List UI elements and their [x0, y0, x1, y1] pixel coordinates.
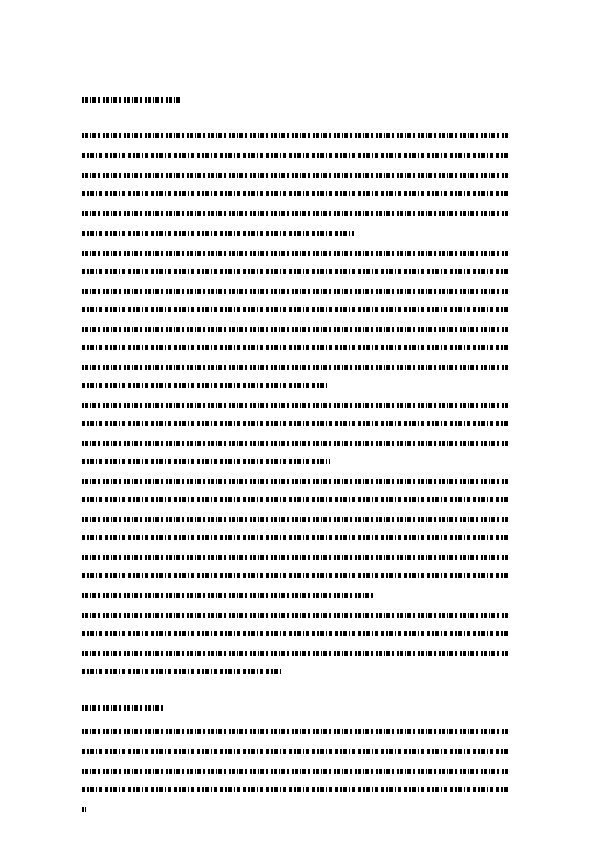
text-line	[82, 497, 509, 502]
text-line	[82, 555, 509, 560]
text-line	[82, 593, 376, 598]
text-line	[82, 573, 509, 578]
text-line	[82, 327, 509, 332]
text-line	[82, 383, 328, 388]
text-line	[82, 769, 509, 774]
text-line	[82, 153, 509, 158]
text-line	[82, 231, 354, 236]
text-line	[82, 441, 509, 446]
text-line	[82, 479, 509, 484]
text-line	[82, 749, 509, 754]
text-line	[82, 269, 509, 274]
text-line	[82, 251, 509, 256]
text-line	[82, 669, 282, 674]
text-line	[82, 211, 509, 216]
subsection-heading-text	[82, 705, 166, 711]
text-line	[82, 289, 509, 294]
text-line	[82, 613, 509, 618]
text-line	[82, 173, 509, 178]
text-line	[82, 787, 509, 792]
text-line	[82, 631, 509, 636]
text-line	[82, 191, 509, 196]
text-line	[82, 535, 509, 540]
text-line	[82, 807, 86, 812]
text-line	[82, 345, 509, 350]
text-line	[82, 403, 509, 408]
text-line	[82, 421, 509, 426]
text-line	[82, 729, 509, 734]
text-line	[82, 459, 330, 464]
text-line	[82, 133, 509, 138]
text-line	[82, 365, 509, 370]
section-heading-text	[82, 97, 180, 103]
text-line	[82, 517, 509, 522]
text-line	[82, 651, 509, 656]
text-line	[82, 307, 509, 312]
